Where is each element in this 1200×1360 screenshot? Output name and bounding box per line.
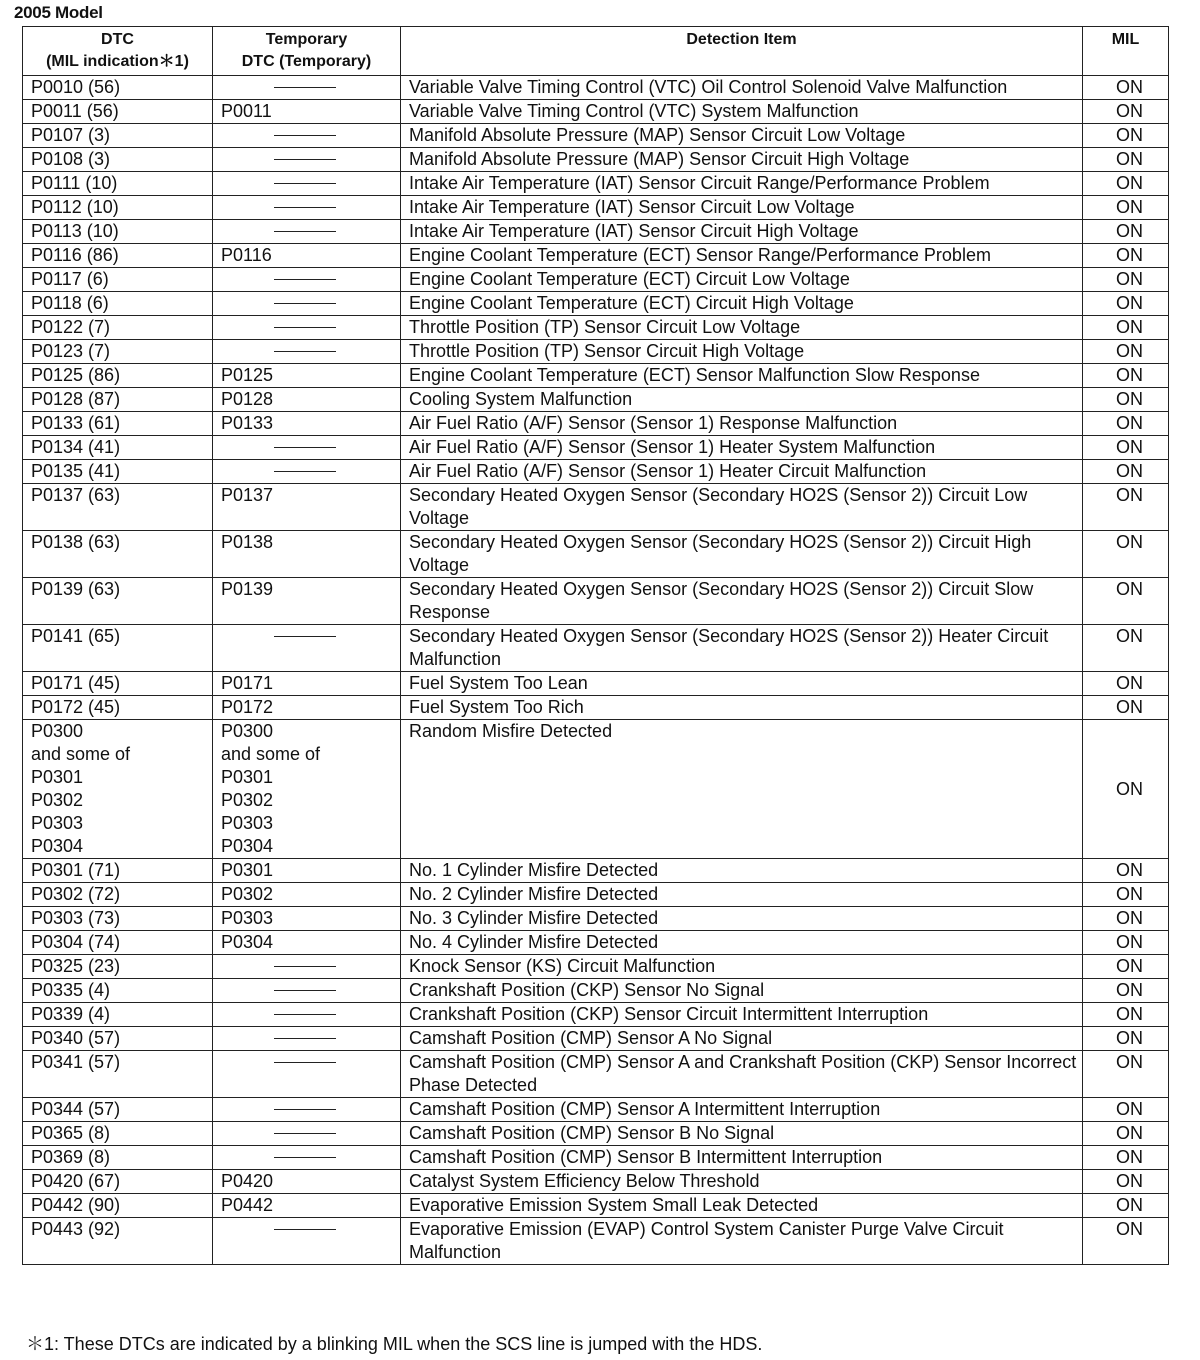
dtc-cell: P0339 (4) (23, 1003, 213, 1027)
table-row (23, 883, 1169, 907)
detection-item-cell: Engine Coolant Temperature (ECT) Circuit High Voltage (401, 292, 1083, 316)
detection-item-cell: Intake Air Temperature (IAT) Sensor Circuit Low Voltage (401, 196, 1083, 220)
mil-cell: ON (1083, 979, 1169, 1003)
table-row (23, 292, 1169, 316)
mil-cell: ON (1083, 484, 1169, 531)
mil-cell: ON (1083, 955, 1169, 979)
dash-placeholder (274, 1109, 336, 1110)
temporary-dtc-cell: P0303 (213, 907, 401, 931)
dtc-cell: P0443 (92) (23, 1218, 213, 1265)
misfire-temp-line: P0304 (221, 836, 274, 856)
misfire-dtc-line: and some of (31, 744, 131, 764)
detection-item-cell: No. 3 Cylinder Misfire Detected (401, 907, 1083, 931)
detection-item-cell: Secondary Heated Oxygen Sensor (Secondary HO2S (Sensor 2)) Circuit Slow Response (401, 578, 1083, 625)
table-row (23, 124, 1169, 148)
table-row (23, 1098, 1169, 1122)
detection-item-cell: Fuel System Too Rich (401, 696, 1083, 720)
dtc-cell: P0138 (63) (23, 531, 213, 578)
mil-cell: ON (1083, 531, 1169, 578)
mil-cell: ON (1083, 436, 1169, 460)
table-row (23, 1218, 1169, 1265)
dtc-cell: P0340 (57) (23, 1027, 213, 1051)
dtc-cell: P0171 (45) (23, 672, 213, 696)
dtc-cell: P0135 (41) (23, 460, 213, 484)
table-row (23, 172, 1169, 196)
detection-item-cell: Manifold Absolute Pressure (MAP) Sensor Circuit High Voltage (401, 148, 1083, 172)
mil-cell: ON (1083, 100, 1169, 124)
dtc-cell: P0117 (6) (23, 268, 213, 292)
detection-item-cell: Intake Air Temperature (IAT) Sensor Circuit High Voltage (401, 220, 1083, 244)
table-row (23, 244, 1169, 268)
dtc-cell: P0302 (72) (23, 883, 213, 907)
dtc-cell: P0442 (90) (23, 1194, 213, 1218)
temporary-dtc-cell: P0137 (213, 484, 401, 531)
detection-item-cell: Cooling System Malfunction (401, 388, 1083, 412)
temporary-dtc-cell (213, 172, 401, 196)
mil-cell: ON (1083, 1027, 1169, 1051)
table-row (23, 1146, 1169, 1170)
table-header-row (23, 27, 1169, 76)
dash-placeholder (274, 1229, 336, 1230)
temporary-dtc-cell (213, 1218, 401, 1265)
mil-cell: ON (1083, 124, 1169, 148)
detection-item-cell: Crankshaft Position (CKP) Sensor Circuit Intermittent Interruption (401, 1003, 1083, 1027)
header-mil: MIL (1083, 27, 1169, 76)
mil-cell: ON (1083, 1194, 1169, 1218)
dtc-cell: P0341 (57) (23, 1051, 213, 1098)
table-body-2 (23, 859, 1169, 1265)
mil-cell: ON (1083, 625, 1169, 672)
table-row (23, 578, 1169, 625)
dash-placeholder (274, 183, 336, 184)
dtc-cell: P0125 (86) (23, 364, 213, 388)
dtc-cell: P0304 (74) (23, 931, 213, 955)
header-dtc-line2: (MIL indication＊1) (46, 53, 189, 70)
mil-cell: ON (1083, 244, 1169, 268)
detection-item-cell: Evaporative Emission System Small Leak Detected (401, 1194, 1083, 1218)
detection-item-cell: Secondary Heated Oxygen Sensor (Secondary HO2S (Sensor 2)) Circuit High Voltage (401, 531, 1083, 578)
table-row (23, 484, 1169, 531)
dtc-cell: P0365 (8) (23, 1122, 213, 1146)
dash-placeholder (274, 1157, 336, 1158)
dtc-cell: P0335 (4) (23, 979, 213, 1003)
temporary-dtc-cell (213, 955, 401, 979)
mil-cell: ON (1083, 696, 1169, 720)
temporary-dtc-cell (213, 268, 401, 292)
dash-placeholder (274, 1062, 336, 1063)
mil-cell: ON (1083, 1098, 1169, 1122)
temporary-dtc-cell: P0139 (213, 578, 401, 625)
temporary-dtc-cell: P0302 (213, 883, 401, 907)
misfire-dtc-line: P0302 (31, 790, 84, 810)
temporary-dtc-cell (213, 148, 401, 172)
mil-cell: ON (1083, 148, 1169, 172)
table-row (23, 1122, 1169, 1146)
table-row (23, 148, 1169, 172)
dtc-cell: P0325 (23) (23, 955, 213, 979)
temporary-dtc-cell (213, 1051, 401, 1098)
detection-item-cell: Variable Valve Timing Control (VTC) Oil Control Solenoid Valve Malfunction (401, 76, 1083, 100)
table-row (23, 196, 1169, 220)
dash-placeholder (274, 135, 336, 136)
temporary-dtc-cell: P0442 (213, 1194, 401, 1218)
mil-cell: ON (1083, 76, 1169, 100)
table-row (23, 316, 1169, 340)
detection-item-cell: Crankshaft Position (CKP) Sensor No Signal (401, 979, 1083, 1003)
mil-cell: ON (1083, 364, 1169, 388)
temporary-dtc-cell: P0172 (213, 696, 401, 720)
dtc-cell: P0011 (56) (23, 100, 213, 124)
table-row (23, 1170, 1169, 1194)
temporary-dtc-cell (213, 76, 401, 100)
table-body-misfire (23, 720, 1169, 859)
misfire-temp-line: P0300 (221, 721, 274, 741)
dtc-cell: P0128 (87) (23, 388, 213, 412)
mil-cell: ON (1083, 268, 1169, 292)
dtc-table (22, 26, 1169, 1265)
misfire-detection-item: Random Misfire Detected (401, 720, 1083, 859)
misfire-temp-line: and some of (221, 744, 321, 764)
temporary-dtc-cell (213, 979, 401, 1003)
detection-item-cell: Knock Sensor (KS) Circuit Malfunction (401, 955, 1083, 979)
detection-item-cell: No. 2 Cylinder Misfire Detected (401, 883, 1083, 907)
table-row (23, 1051, 1169, 1098)
mil-cell: ON (1083, 220, 1169, 244)
misfire-temp-line: P0303 (221, 813, 274, 833)
temporary-dtc-cell (213, 1122, 401, 1146)
mil-cell: ON (1083, 1170, 1169, 1194)
header-temporary-dtc (213, 27, 401, 76)
detection-item-cell: Throttle Position (TP) Sensor Circuit High Voltage (401, 340, 1083, 364)
mil-cell: ON (1083, 883, 1169, 907)
dtc-cell: P0122 (7) (23, 316, 213, 340)
dash-placeholder (274, 471, 336, 472)
table-row (23, 436, 1169, 460)
misfire-mil: ON (1083, 720, 1169, 859)
dash-placeholder (274, 1014, 336, 1015)
table-row (23, 531, 1169, 578)
temporary-dtc-cell: P0171 (213, 672, 401, 696)
dash-placeholder (274, 351, 336, 352)
detection-item-cell: Camshaft Position (CMP) Sensor A No Signal (401, 1027, 1083, 1051)
table-row (23, 220, 1169, 244)
table-row (23, 340, 1169, 364)
dtc-cell: P0108 (3) (23, 148, 213, 172)
detection-item-cell: Fuel System Too Lean (401, 672, 1083, 696)
table-row-misfire (23, 720, 1169, 859)
footnote: ＊1: These DTCs are indicated by a blinking MIL when the SCS line is jumped with the HDS. (26, 1334, 763, 1354)
mil-cell: ON (1083, 1146, 1169, 1170)
dtc-cell: P0141 (65) (23, 625, 213, 672)
dash-placeholder (274, 990, 336, 991)
detection-item-cell: Manifold Absolute Pressure (MAP) Sensor Circuit Low Voltage (401, 124, 1083, 148)
header-dtc-line1: DTC (101, 31, 134, 48)
misfire-temp-line: P0301 (221, 767, 274, 787)
detection-item-cell: Variable Valve Timing Control (VTC) System Malfunction (401, 100, 1083, 124)
mil-cell: ON (1083, 412, 1169, 436)
dtc-cell: P0107 (3) (23, 124, 213, 148)
dtc-cell: P0112 (10) (23, 196, 213, 220)
dash-placeholder (274, 636, 336, 637)
misfire-temp-cell (213, 720, 401, 859)
table-row (23, 672, 1169, 696)
table-row (23, 859, 1169, 883)
detection-item-cell: Throttle Position (TP) Sensor Circuit Low Voltage (401, 316, 1083, 340)
temporary-dtc-cell (213, 1027, 401, 1051)
header-temp-line2: DTC (Temporary) (241, 53, 372, 70)
temporary-dtc-cell: P0128 (213, 388, 401, 412)
table-row (23, 907, 1169, 931)
mil-cell: ON (1083, 292, 1169, 316)
dash-placeholder (274, 966, 336, 967)
detection-item-cell: Air Fuel Ratio (A/F) Sensor (Sensor 1) Response Malfunction (401, 412, 1083, 436)
table-row (23, 931, 1169, 955)
table-row (23, 955, 1169, 979)
detection-item-cell: Engine Coolant Temperature (ECT) Circuit Low Voltage (401, 268, 1083, 292)
dtc-cell: P0134 (41) (23, 436, 213, 460)
temporary-dtc-cell (213, 460, 401, 484)
mil-cell: ON (1083, 1003, 1169, 1027)
mil-cell: ON (1083, 460, 1169, 484)
mil-cell: ON (1083, 196, 1169, 220)
detection-item-cell: Intake Air Temperature (IAT) Sensor Circuit Range/Performance Problem (401, 172, 1083, 196)
detection-item-cell: No. 1 Cylinder Misfire Detected (401, 859, 1083, 883)
temporary-dtc-cell (213, 124, 401, 148)
dash-placeholder (274, 1038, 336, 1039)
temporary-dtc-cell: P0138 (213, 531, 401, 578)
dtc-cell: P0137 (63) (23, 484, 213, 531)
temporary-dtc-cell (213, 1098, 401, 1122)
mil-cell: ON (1083, 931, 1169, 955)
dtc-cell: P0369 (8) (23, 1146, 213, 1170)
temporary-dtc-cell (213, 340, 401, 364)
dtc-cell: P0113 (10) (23, 220, 213, 244)
misfire-dtc-line: P0300 (31, 721, 84, 741)
table-body-1 (23, 76, 1169, 720)
mil-cell: ON (1083, 388, 1169, 412)
mil-cell: ON (1083, 907, 1169, 931)
mil-cell: ON (1083, 859, 1169, 883)
misfire-temp-line: P0302 (221, 790, 274, 810)
dash-placeholder (274, 231, 336, 232)
mil-cell: ON (1083, 1218, 1169, 1265)
temporary-dtc-cell (213, 316, 401, 340)
table-row (23, 100, 1169, 124)
temporary-dtc-cell (213, 196, 401, 220)
temporary-dtc-cell: P0116 (213, 244, 401, 268)
dash-placeholder (274, 207, 336, 208)
dtc-cell: P0344 (57) (23, 1098, 213, 1122)
detection-item-cell: No. 4 Cylinder Misfire Detected (401, 931, 1083, 955)
table-row (23, 76, 1169, 100)
table-row (23, 1003, 1169, 1027)
temporary-dtc-cell: P0304 (213, 931, 401, 955)
table-row (23, 268, 1169, 292)
table-row (23, 979, 1169, 1003)
dtc-cell: P0123 (7) (23, 340, 213, 364)
detection-item-cell: Camshaft Position (CMP) Sensor B Intermittent Interruption (401, 1146, 1083, 1170)
misfire-dtc-line: P0304 (31, 836, 84, 856)
dash-placeholder (274, 327, 336, 328)
temporary-dtc-cell (213, 436, 401, 460)
document-title: 2005 Model (14, 3, 103, 22)
misfire-dtc-line: P0303 (31, 813, 84, 833)
detection-item-cell: Air Fuel Ratio (A/F) Sensor (Sensor 1) Heater System Malfunction (401, 436, 1083, 460)
dtc-cell: P0116 (86) (23, 244, 213, 268)
mil-cell: ON (1083, 172, 1169, 196)
table-row (23, 625, 1169, 672)
detection-item-cell: Evaporative Emission (EVAP) Control System Canister Purge Valve Circuit Malfunction (401, 1218, 1083, 1265)
dtc-cell: P0172 (45) (23, 696, 213, 720)
table-row (23, 1027, 1169, 1051)
dtc-cell: P0420 (67) (23, 1170, 213, 1194)
detection-item-cell: Engine Coolant Temperature (ECT) Sensor Malfunction Slow Response (401, 364, 1083, 388)
temporary-dtc-cell: P0301 (213, 859, 401, 883)
mil-cell: ON (1083, 1051, 1169, 1098)
mil-cell: ON (1083, 340, 1169, 364)
detection-item-cell: Camshaft Position (CMP) Sensor B No Signal (401, 1122, 1083, 1146)
dtc-cell: P0010 (56) (23, 76, 213, 100)
dash-placeholder (274, 303, 336, 304)
dtc-cell: P0301 (71) (23, 859, 213, 883)
mil-cell: ON (1083, 316, 1169, 340)
mil-cell: ON (1083, 1122, 1169, 1146)
dash-placeholder (274, 87, 336, 88)
dash-placeholder (274, 447, 336, 448)
temporary-dtc-cell (213, 292, 401, 316)
detection-item-cell: Engine Coolant Temperature (ECT) Sensor Range/Performance Problem (401, 244, 1083, 268)
dtc-cell: P0139 (63) (23, 578, 213, 625)
dash-placeholder (274, 279, 336, 280)
detection-item-cell: Camshaft Position (CMP) Sensor A and Crankshaft Position (CKP) Sensor Incorrect Phase Detected (401, 1051, 1083, 1098)
dash-placeholder (274, 159, 336, 160)
dtc-cell: P0111 (10) (23, 172, 213, 196)
temporary-dtc-cell (213, 220, 401, 244)
table-row (23, 460, 1169, 484)
detection-item-cell: Camshaft Position (CMP) Sensor A Intermittent Interruption (401, 1098, 1083, 1122)
misfire-dtc-line: P0301 (31, 767, 84, 787)
mil-cell: ON (1083, 672, 1169, 696)
dtc-cell: P0133 (61) (23, 412, 213, 436)
header-detection-item: Detection Item (401, 27, 1083, 76)
dash-placeholder (274, 1133, 336, 1134)
header-temp-line1: Temporary (265, 31, 348, 48)
table-row (23, 696, 1169, 720)
temporary-dtc-cell: P0133 (213, 412, 401, 436)
temporary-dtc-cell: P0011 (213, 100, 401, 124)
temporary-dtc-cell: P0420 (213, 1170, 401, 1194)
mil-cell: ON (1083, 578, 1169, 625)
temporary-dtc-cell (213, 1146, 401, 1170)
table-row (23, 364, 1169, 388)
misfire-dtc-cell (23, 720, 213, 859)
table-row (23, 1194, 1169, 1218)
detection-item-cell: Catalyst System Efficiency Below Threshold (401, 1170, 1083, 1194)
temporary-dtc-cell (213, 625, 401, 672)
temporary-dtc-cell: P0125 (213, 364, 401, 388)
dtc-cell: P0303 (73) (23, 907, 213, 931)
table-row (23, 412, 1169, 436)
temporary-dtc-cell (213, 1003, 401, 1027)
detection-item-cell: Air Fuel Ratio (A/F) Sensor (Sensor 1) Heater Circuit Malfunction (401, 460, 1083, 484)
header-dtc (23, 27, 213, 76)
table-row (23, 388, 1169, 412)
detection-item-cell: Secondary Heated Oxygen Sensor (Secondary HO2S (Sensor 2)) Heater Circuit Malfunction (401, 625, 1083, 672)
detection-item-cell: Secondary Heated Oxygen Sensor (Secondary HO2S (Sensor 2)) Circuit Low Voltage (401, 484, 1083, 531)
dtc-cell: P0118 (6) (23, 292, 213, 316)
